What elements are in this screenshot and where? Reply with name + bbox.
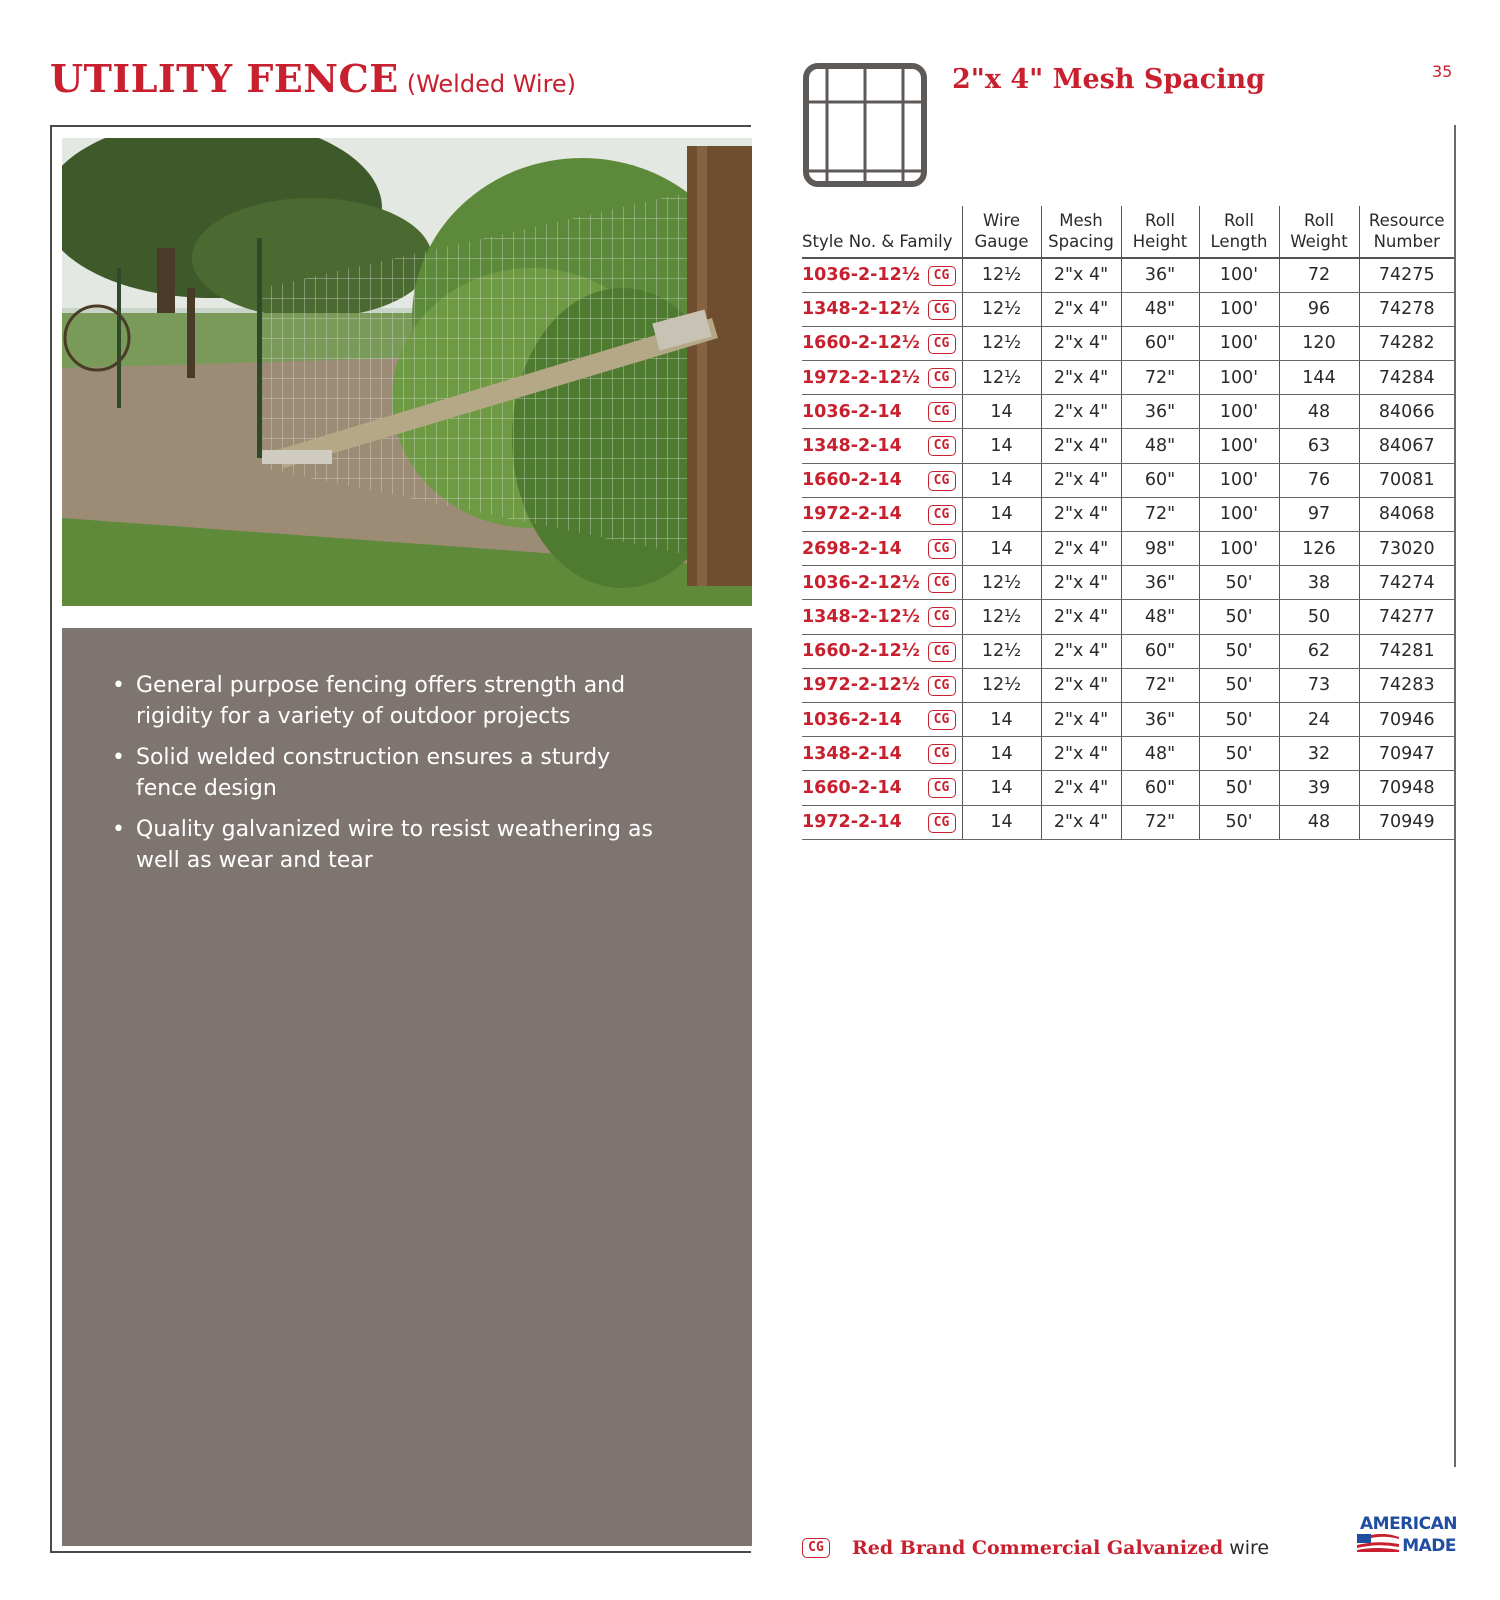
cell-resource: 74284 bbox=[1359, 361, 1454, 395]
feature-item: • General purpose fencing offers strength and rigidity for a variety of outdoor projects bbox=[112, 670, 672, 732]
cg-badge-icon: CG bbox=[928, 300, 956, 320]
cell-mesh: 2"x 4" bbox=[1041, 668, 1121, 702]
cg-badge-icon: CG bbox=[928, 436, 956, 456]
style-number: 1348-2-12½ bbox=[802, 606, 920, 627]
cg-badge-icon: CG bbox=[928, 402, 956, 422]
cell-resource: 74281 bbox=[1359, 634, 1454, 668]
cell-gauge: 14 bbox=[962, 532, 1041, 566]
cell-style-no bbox=[802, 292, 962, 326]
cg-badge-icon: CG bbox=[928, 642, 956, 662]
cell-height: 72" bbox=[1121, 361, 1199, 395]
header-roll-height: Roll Height bbox=[1121, 206, 1199, 258]
cell-mesh: 2"x 4" bbox=[1041, 634, 1121, 668]
table-row bbox=[802, 702, 1454, 736]
header-roll-length: Roll Length bbox=[1199, 206, 1279, 258]
cell-length: 100' bbox=[1199, 258, 1279, 292]
cg-badge-icon: CG bbox=[928, 778, 956, 798]
cell-mesh: 2"x 4" bbox=[1041, 737, 1121, 771]
table-row bbox=[802, 429, 1454, 463]
cell-weight: 39 bbox=[1279, 771, 1359, 805]
cell-mesh: 2"x 4" bbox=[1041, 532, 1121, 566]
cell-weight: 48 bbox=[1279, 395, 1359, 429]
title-subtitle: (Welded Wire) bbox=[406, 70, 577, 98]
cell-resource: 70946 bbox=[1359, 702, 1454, 736]
header-roll-weight: Roll Weight bbox=[1279, 206, 1359, 258]
cell-style-no bbox=[802, 532, 962, 566]
table-header-row bbox=[802, 206, 1454, 258]
cell-weight: 38 bbox=[1279, 566, 1359, 600]
cell-gauge: 12½ bbox=[962, 634, 1041, 668]
cell-style-no bbox=[802, 566, 962, 600]
cell-mesh: 2"x 4" bbox=[1041, 805, 1121, 839]
cell-mesh: 2"x 4" bbox=[1041, 771, 1121, 805]
cell-resource: 74277 bbox=[1359, 600, 1454, 634]
features-panel bbox=[62, 628, 752, 1546]
cg-badge-icon: CG bbox=[928, 539, 956, 559]
style-number: 1660-2-12½ bbox=[802, 641, 920, 662]
cell-weight: 63 bbox=[1279, 429, 1359, 463]
header-wire-gauge: Wire Gauge bbox=[962, 206, 1041, 258]
cg-badge-icon: CG bbox=[928, 676, 956, 696]
style-number: 1972-2-14 bbox=[802, 812, 902, 833]
legend-brand: Red Brand Commercial Galvanized bbox=[852, 1537, 1224, 1559]
cell-length: 50' bbox=[1199, 737, 1279, 771]
cell-style-no bbox=[802, 326, 962, 360]
cell-height: 60" bbox=[1121, 634, 1199, 668]
table-row bbox=[802, 600, 1454, 634]
cell-gauge: 14 bbox=[962, 702, 1041, 736]
cell-weight: 72 bbox=[1279, 258, 1359, 292]
cell-weight: 50 bbox=[1279, 600, 1359, 634]
cell-resource: 74275 bbox=[1359, 258, 1454, 292]
cell-height: 48" bbox=[1121, 600, 1199, 634]
cg-badge-icon: CG bbox=[928, 266, 956, 286]
cell-mesh: 2"x 4" bbox=[1041, 292, 1121, 326]
table-row bbox=[802, 326, 1454, 360]
cell-resource: 84067 bbox=[1359, 429, 1454, 463]
cg-badge-icon: CG bbox=[928, 368, 956, 388]
cell-gauge: 14 bbox=[962, 737, 1041, 771]
table-row bbox=[802, 634, 1454, 668]
cell-height: 36" bbox=[1121, 258, 1199, 292]
cg-badge-icon: CG bbox=[928, 813, 956, 833]
cell-style-no bbox=[802, 395, 962, 429]
right-border bbox=[1454, 125, 1456, 1467]
cell-length: 50' bbox=[1199, 771, 1279, 805]
style-number: 1972-2-12½ bbox=[802, 675, 920, 696]
cell-mesh: 2"x 4" bbox=[1041, 258, 1121, 292]
cell-resource: 84068 bbox=[1359, 497, 1454, 531]
cell-weight: 96 bbox=[1279, 292, 1359, 326]
cell-mesh: 2"x 4" bbox=[1041, 463, 1121, 497]
cg-badge-icon: CG bbox=[928, 607, 956, 627]
cell-resource: 74282 bbox=[1359, 326, 1454, 360]
header-mesh-spacing: Mesh Spacing bbox=[1041, 206, 1121, 258]
style-number: 1036-2-12½ bbox=[802, 265, 920, 286]
cell-length: 100' bbox=[1199, 497, 1279, 531]
cell-weight: 62 bbox=[1279, 634, 1359, 668]
cell-height: 48" bbox=[1121, 292, 1199, 326]
cell-style-no bbox=[802, 805, 962, 839]
feature-item: • Quality galvanized wire to resist weathering as well as wear and tear bbox=[112, 814, 672, 876]
style-number: 1348-2-14 bbox=[802, 743, 902, 764]
cell-style-no bbox=[802, 361, 962, 395]
cell-gauge: 12½ bbox=[962, 566, 1041, 600]
style-number: 1036-2-12½ bbox=[802, 572, 920, 593]
cell-height: 36" bbox=[1121, 702, 1199, 736]
cell-height: 48" bbox=[1121, 737, 1199, 771]
logo-line-1: AMERICAN bbox=[1360, 1514, 1457, 1534]
logo-line-2: MADE bbox=[1402, 1535, 1456, 1556]
legend bbox=[802, 1537, 1269, 1559]
legend-suffix: wire bbox=[1229, 1537, 1270, 1559]
cell-resource: 74283 bbox=[1359, 668, 1454, 702]
cell-weight: 76 bbox=[1279, 463, 1359, 497]
header-resource-number: Resource Number bbox=[1359, 206, 1454, 258]
page-number: 35 bbox=[1432, 62, 1453, 81]
table-row bbox=[802, 258, 1454, 292]
cell-mesh: 2"x 4" bbox=[1041, 566, 1121, 600]
cell-gauge: 12½ bbox=[962, 600, 1041, 634]
cg-badge-icon: CG bbox=[928, 334, 956, 354]
cell-gauge: 14 bbox=[962, 497, 1041, 531]
cell-resource: 84066 bbox=[1359, 395, 1454, 429]
cell-style-no bbox=[802, 668, 962, 702]
fence-photo-illustration bbox=[62, 138, 752, 606]
style-number: 1036-2-14 bbox=[802, 709, 902, 730]
style-number: 1036-2-14 bbox=[802, 401, 902, 422]
spec-table bbox=[802, 206, 1454, 840]
cell-resource: 74274 bbox=[1359, 566, 1454, 600]
cell-length: 100' bbox=[1199, 361, 1279, 395]
mesh-spacing-title: 2"x 4" Mesh Spacing bbox=[952, 64, 1265, 95]
table-row bbox=[802, 292, 1454, 326]
cell-resource: 73020 bbox=[1359, 532, 1454, 566]
cell-weight: 24 bbox=[1279, 702, 1359, 736]
title-main: UTILITY FENCE bbox=[50, 56, 399, 101]
cell-height: 60" bbox=[1121, 326, 1199, 360]
cell-length: 100' bbox=[1199, 532, 1279, 566]
cell-mesh: 2"x 4" bbox=[1041, 702, 1121, 736]
cell-resource: 70948 bbox=[1359, 771, 1454, 805]
cg-badge-icon: CG bbox=[928, 744, 956, 764]
style-number: 1972-2-12½ bbox=[802, 367, 920, 388]
table-row bbox=[802, 566, 1454, 600]
cell-length: 100' bbox=[1199, 463, 1279, 497]
cell-weight: 32 bbox=[1279, 737, 1359, 771]
cell-resource: 70949 bbox=[1359, 805, 1454, 839]
cell-style-no bbox=[802, 429, 962, 463]
table-row bbox=[802, 361, 1454, 395]
fence-photo bbox=[62, 138, 752, 606]
cell-length: 50' bbox=[1199, 600, 1279, 634]
cell-gauge: 12½ bbox=[962, 326, 1041, 360]
cell-length: 50' bbox=[1199, 566, 1279, 600]
cell-length: 50' bbox=[1199, 634, 1279, 668]
cell-style-no bbox=[802, 497, 962, 531]
cell-style-no bbox=[802, 600, 962, 634]
cell-height: 60" bbox=[1121, 463, 1199, 497]
cell-gauge: 14 bbox=[962, 805, 1041, 839]
cell-gauge: 14 bbox=[962, 771, 1041, 805]
cell-weight: 144 bbox=[1279, 361, 1359, 395]
cell-length: 100' bbox=[1199, 429, 1279, 463]
cell-gauge: 12½ bbox=[962, 292, 1041, 326]
cell-height: 60" bbox=[1121, 771, 1199, 805]
style-number: 1972-2-14 bbox=[802, 504, 902, 525]
cell-style-no bbox=[802, 702, 962, 736]
mesh-grid-icon bbox=[802, 62, 928, 188]
cell-gauge: 14 bbox=[962, 463, 1041, 497]
page-title bbox=[50, 56, 576, 101]
cg-badge-icon: CG bbox=[928, 505, 956, 525]
cell-length: 100' bbox=[1199, 326, 1279, 360]
cell-length: 50' bbox=[1199, 702, 1279, 736]
style-number: 1660-2-14 bbox=[802, 470, 902, 491]
american-made-logo bbox=[1360, 1514, 1456, 1558]
cell-style-no bbox=[802, 634, 962, 668]
table-row bbox=[802, 532, 1454, 566]
cell-gauge: 14 bbox=[962, 395, 1041, 429]
cell-height: 36" bbox=[1121, 566, 1199, 600]
cell-gauge: 12½ bbox=[962, 361, 1041, 395]
table-row bbox=[802, 463, 1454, 497]
style-number: 1348-2-14 bbox=[802, 436, 902, 457]
style-number: 1660-2-14 bbox=[802, 777, 902, 798]
us-flag-icon bbox=[1357, 1534, 1399, 1557]
cell-resource: 70081 bbox=[1359, 463, 1454, 497]
cell-style-no bbox=[802, 771, 962, 805]
cell-gauge: 12½ bbox=[962, 668, 1041, 702]
cell-style-no bbox=[802, 258, 962, 292]
cell-weight: 120 bbox=[1279, 326, 1359, 360]
cell-resource: 70947 bbox=[1359, 737, 1454, 771]
cell-weight: 97 bbox=[1279, 497, 1359, 531]
cell-gauge: 14 bbox=[962, 429, 1041, 463]
header-style: Style No. & Family bbox=[802, 206, 962, 258]
cell-mesh: 2"x 4" bbox=[1041, 361, 1121, 395]
table-row bbox=[802, 771, 1454, 805]
spec-table-body bbox=[802, 258, 1454, 839]
cell-weight: 48 bbox=[1279, 805, 1359, 839]
style-number: 1348-2-12½ bbox=[802, 299, 920, 320]
cell-mesh: 2"x 4" bbox=[1041, 600, 1121, 634]
cell-resource: 74278 bbox=[1359, 292, 1454, 326]
cell-style-no bbox=[802, 463, 962, 497]
table-row bbox=[802, 737, 1454, 771]
table-row bbox=[802, 395, 1454, 429]
table-row bbox=[802, 668, 1454, 702]
cell-height: 98" bbox=[1121, 532, 1199, 566]
style-number: 1660-2-12½ bbox=[802, 333, 920, 354]
cg-badge-icon: CG bbox=[802, 1538, 830, 1558]
cell-length: 100' bbox=[1199, 292, 1279, 326]
cell-style-no bbox=[802, 737, 962, 771]
table-row bbox=[802, 805, 1454, 839]
cell-mesh: 2"x 4" bbox=[1041, 395, 1121, 429]
cell-gauge: 12½ bbox=[962, 258, 1041, 292]
feature-item: • Solid welded construction ensures a sturdy fence design bbox=[112, 742, 672, 804]
cell-mesh: 2"x 4" bbox=[1041, 497, 1121, 531]
cell-weight: 73 bbox=[1279, 668, 1359, 702]
cell-length: 100' bbox=[1199, 395, 1279, 429]
cell-height: 72" bbox=[1121, 805, 1199, 839]
table-row bbox=[802, 497, 1454, 531]
cell-height: 48" bbox=[1121, 429, 1199, 463]
cg-badge-icon: CG bbox=[928, 710, 956, 730]
cell-mesh: 2"x 4" bbox=[1041, 326, 1121, 360]
style-number: 2698-2-14 bbox=[802, 538, 902, 559]
cell-height: 72" bbox=[1121, 668, 1199, 702]
cell-mesh: 2"x 4" bbox=[1041, 429, 1121, 463]
cg-badge-icon: CG bbox=[928, 573, 956, 593]
cell-length: 50' bbox=[1199, 805, 1279, 839]
cell-height: 72" bbox=[1121, 497, 1199, 531]
cg-badge-icon: CG bbox=[928, 471, 956, 491]
cell-height: 36" bbox=[1121, 395, 1199, 429]
cell-weight: 126 bbox=[1279, 532, 1359, 566]
feature-list bbox=[112, 670, 672, 886]
cell-length: 50' bbox=[1199, 668, 1279, 702]
